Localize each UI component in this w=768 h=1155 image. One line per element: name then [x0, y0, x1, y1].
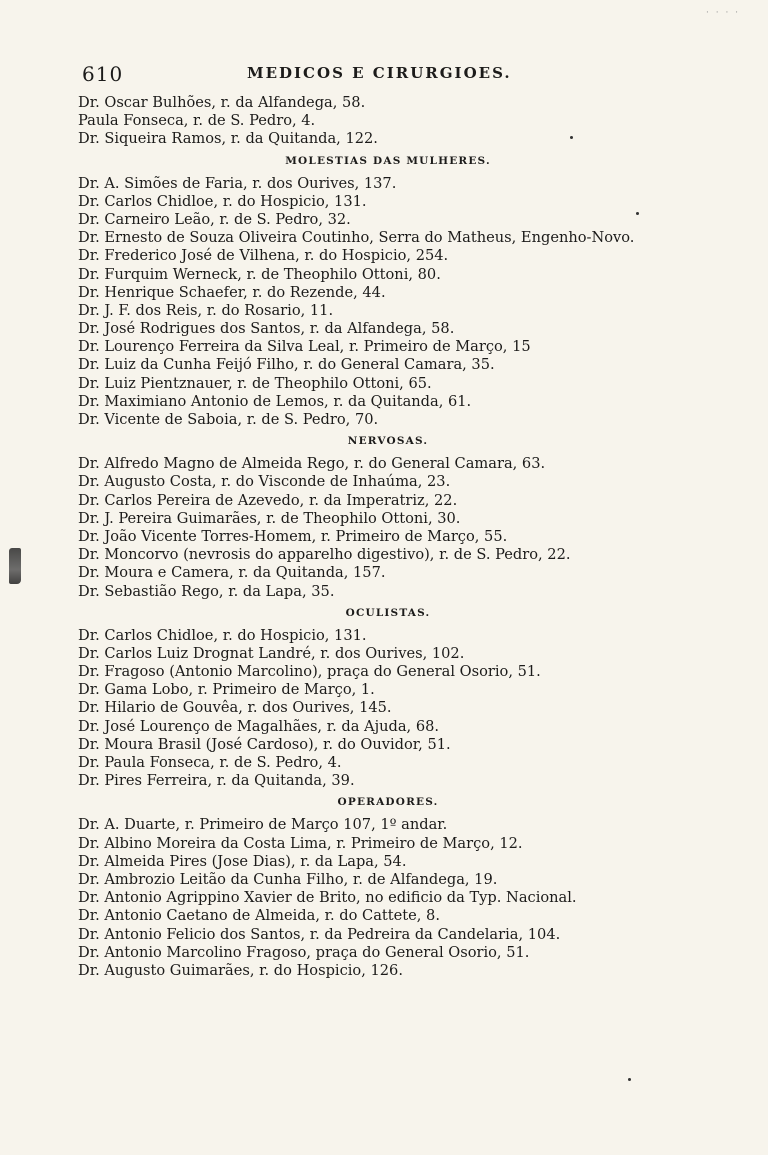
- list-item: Dr. J. Pereira Guimarães, r. de Theophilo Ottoni, 30.: [78, 509, 461, 527]
- section-heading: OCULISTAS.: [345, 606, 431, 619]
- list-item: Dr. Moura Brasil (José Cardoso), r. do Ouvidor, 51.: [78, 735, 451, 753]
- list-item: Dr. Henrique Schaefer, r. do Rezende, 44.: [78, 283, 386, 301]
- list-item: Dr. Sebastião Rego, r. da Lapa, 35.: [78, 582, 335, 600]
- list-item: Dr. Augusto Costa, r. do Visconde de Inhaúma, 23.: [78, 473, 451, 491]
- list-item: Dr. Carneiro Leão, r. de S. Pedro, 32.: [78, 210, 351, 228]
- list-item: Dr. Albino Moreira da Costa Lima, r. Primeiro de Março, 12.: [78, 834, 523, 852]
- intro-list: [78, 94, 698, 149]
- list-item: Dr. João Vicente Torres-Homem, r. Primeiro de Março, 55.: [78, 527, 508, 545]
- list-item: Dr. Luiz Pientznauer, r. de Theophilo Ottoni, 65.: [78, 374, 432, 392]
- page-number: 610: [82, 62, 124, 86]
- list-item: Dr. Augusto Guimarães, r. do Hospicio, 126.: [78, 961, 403, 979]
- list-item: Dr. Hilario de Gouvêa, r. dos Ourives, 145.: [78, 699, 392, 717]
- list-item: Dr. Luiz da Cunha Feijó Filho, r. do General Camara, 35.: [78, 356, 495, 374]
- list-item: Dr. José Lourenço de Magalhães, r. da Ajuda, 68.: [78, 717, 440, 735]
- list-item: Dr. Oscar Bulhões, r. da Alfandega, 58.: [78, 94, 366, 111]
- page-header: [82, 62, 552, 86]
- list-item: Dr. Maximiano Antonio de Lemos, r. da Quitanda, 61.: [78, 392, 472, 410]
- section-nervosas: [78, 434, 698, 601]
- list-item: Dr. Antonio Felicio dos Santos, r. da Pedreira da Candelaria, 104.: [78, 925, 561, 943]
- list-item: Dr. Ambrozio Leitão da Cunha Filho, r. de Alfandega, 19.: [78, 870, 498, 888]
- list-item: Dr. Carlos Chidloe, r. do Hospicio, 131.: [78, 626, 367, 644]
- list-item: Dr. Ernesto de Souza Oliveira Coutinho, Serra do Matheus, Engenho-Novo.: [78, 229, 635, 247]
- list-item: Dr. José Rodrigues dos Santos, r. da Alfandega, 58.: [78, 320, 455, 338]
- section-molestias-mulheres: [78, 154, 698, 430]
- ink-stain: [9, 548, 21, 584]
- list-item: Dr. Antonio Caetano de Almeida, r. do Cattete, 8.: [78, 907, 440, 925]
- list-item: Dr. Paula Fonseca, r. de S. Pedro, 4.: [78, 754, 342, 771]
- section-operadores: [78, 795, 698, 980]
- list-item: Dr. Carlos Luiz Drognat Landré, r. dos Ourives, 102.: [78, 644, 465, 662]
- list-item: Dr. Lourenço Ferreira da Silva Leal, r. Primeiro de Março, 15: [78, 338, 531, 356]
- list-item: Dr. Fragoso (Antonio Marcolino), praça do General Osorio, 51.: [78, 663, 541, 681]
- list-item: Dr. Alfredo Magno de Almeida Rego, r. do General Camara, 63.: [78, 455, 546, 473]
- section-heading: OPERADORES.: [337, 796, 439, 809]
- list-item: Dr. Vicente de Saboia, r. de S. Pedro, 70.: [78, 411, 379, 428]
- list-item: Dr. Carlos Chidloe, r. do Hospicio, 131.: [78, 192, 367, 210]
- list-item: Dr. Pires Ferreira, r. da Quitanda, 39.: [78, 772, 355, 790]
- list-item: Dr. Antonio Marcolino Fragoso, praça do General Osorio, 51.: [78, 943, 530, 961]
- list-item: Dr. Frederico José de Vilhena, r. do Hospicio, 254.: [78, 247, 449, 265]
- list-item: Dr. Siqueira Ramos, r. da Quitanda, 122.: [78, 130, 378, 148]
- corner-smudge: · · · ·: [706, 8, 741, 18]
- list-item: Paula Fonseca, r. de S. Pedro, 4.: [78, 112, 316, 130]
- list-item: Dr. Moura e Camera, r. da Quitanda, 157.: [78, 564, 386, 582]
- list-item: Dr. A. Simões de Faria, r. dos Ourives, 137.: [78, 174, 397, 192]
- list-item: Dr. Almeida Pires (Jose Dias), r. da Lapa, 54.: [78, 852, 407, 870]
- list-item: Dr. Furquim Werneck, r. de Theophilo Ottoni, 80.: [78, 265, 441, 283]
- list-item: Dr. Moncorvo (nevrosis do apparelho digestivo), r. de S. Pedro, 22.: [78, 546, 571, 564]
- list-item: Dr. Antonio Agrippino Xavier de Brito, no edificio da Typ. Nacional.: [78, 889, 577, 907]
- list-item: Dr. A. Duarte, r. Primeiro de Março 107, 1º andar.: [78, 816, 448, 834]
- list-item: Dr. J. F. dos Reis, r. do Rosario, 11.: [78, 301, 334, 319]
- speck: [628, 1078, 631, 1081]
- section-oculistas: [78, 606, 698, 791]
- running-title: MEDICOS E CIRURGIOES.: [247, 64, 512, 82]
- list-item: Dr. Carlos Pereira de Azevedo, r. da Imperatriz, 22.: [78, 491, 458, 509]
- section-heading: MOLESTIAS DAS MULHERES.: [285, 154, 491, 167]
- directory-content: [78, 90, 698, 980]
- section-heading: NERVOSAS.: [347, 435, 429, 448]
- list-item: Dr. Gama Lobo, r. Primeiro de Março, 1.: [78, 681, 375, 699]
